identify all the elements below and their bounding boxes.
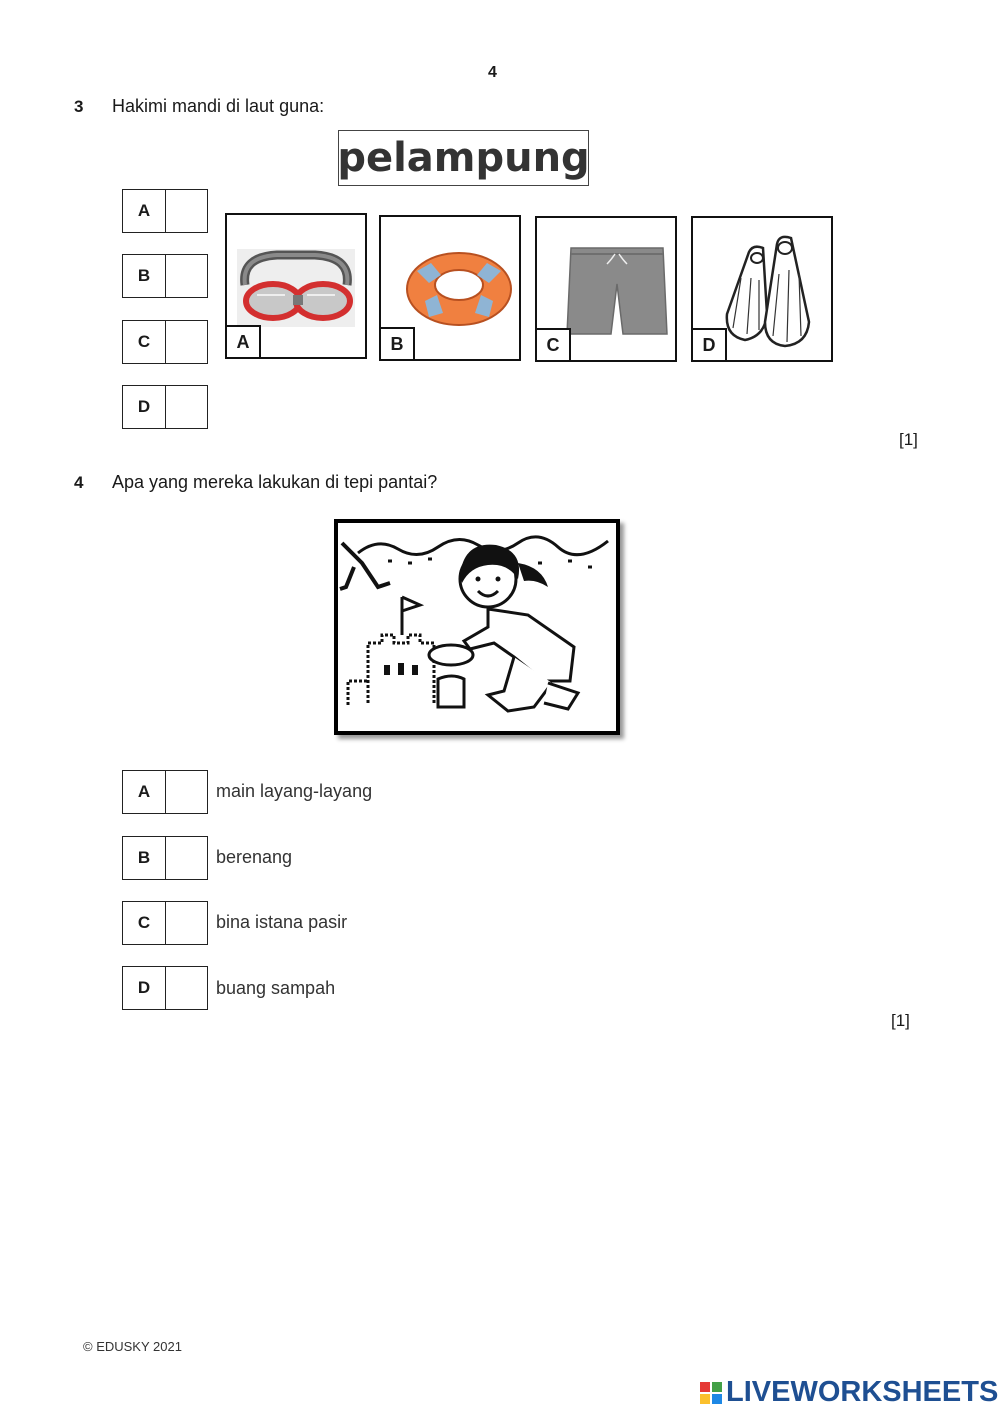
q3-answer-box-b[interactable]	[122, 254, 208, 298]
q4-option-d-text: buang sampah	[216, 978, 336, 998]
answer-input[interactable]	[166, 255, 207, 297]
q4-option-a-text: main layang-layang	[216, 781, 373, 801]
q3-answer-box-a[interactable]	[122, 189, 208, 233]
question-4-number: 4	[74, 473, 84, 492]
picture-card-d	[691, 216, 833, 362]
answer-input[interactable]	[166, 837, 207, 879]
brand-logo[interactable]	[700, 1376, 998, 1409]
answer-input[interactable]	[166, 771, 207, 813]
question-4-text: Apa yang mereka lakukan di tepi pantai?	[112, 472, 438, 492]
answer-input[interactable]	[166, 902, 207, 944]
brand-name: LIVEWORKSHEETS	[726, 1376, 999, 1408]
q4-option-b-text: berenang	[216, 847, 293, 867]
question-3-text: Hakimi mandi di laut guna:	[112, 96, 325, 116]
picture-card-b	[379, 215, 521, 361]
sandcastle-picture	[334, 519, 620, 735]
q4-answer-box-d[interactable]	[122, 966, 208, 1010]
q4-answer-box-c[interactable]	[122, 901, 208, 945]
answer-letter: A	[123, 771, 166, 813]
answer-letter: D	[123, 386, 166, 428]
answer-letter: D	[123, 967, 166, 1009]
girl-building-sandcastle-icon	[338, 523, 616, 731]
picture-letter: C	[535, 328, 571, 362]
q4-answer-box-b[interactable]	[122, 836, 208, 880]
q4-answer-box-a[interactable]	[122, 770, 208, 814]
picture-card-a	[225, 213, 367, 359]
answer-letter: C	[123, 321, 166, 363]
keyword-box: pelampung	[338, 130, 589, 186]
answer-letter: B	[123, 255, 166, 297]
picture-letter: B	[379, 327, 415, 361]
page-number: 4	[488, 64, 497, 81]
brand-mark-icon	[700, 1382, 722, 1404]
picture-letter: D	[691, 328, 727, 362]
q3-mark: [1]	[899, 430, 918, 449]
answer-input[interactable]	[166, 321, 207, 363]
answer-input[interactable]	[166, 386, 207, 428]
picture-card-c	[535, 216, 677, 362]
q3-answer-box-c[interactable]	[122, 320, 208, 364]
copyright: © EDUSKY 2021	[83, 1339, 182, 1354]
picture-letter: A	[225, 325, 261, 359]
question-3-number: 3	[74, 97, 84, 116]
answer-letter: C	[123, 902, 166, 944]
q4-mark: [1]	[891, 1011, 910, 1030]
answer-letter: B	[123, 837, 166, 879]
answer-input[interactable]	[166, 967, 207, 1009]
q3-answer-box-d[interactable]	[122, 385, 208, 429]
q4-option-c-text: bina istana pasir	[216, 912, 348, 932]
answer-input[interactable]	[166, 190, 207, 232]
answer-letter: A	[123, 190, 166, 232]
